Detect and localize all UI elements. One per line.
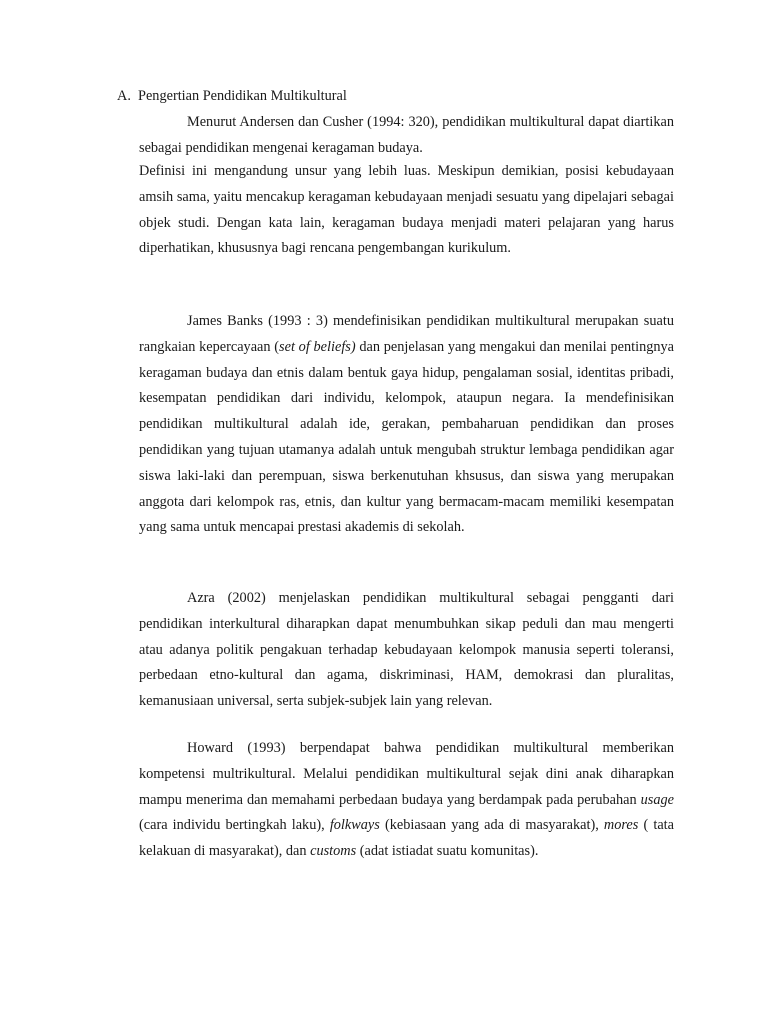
- paragraph-howard: [139, 736, 674, 865]
- howard-term-customs: customs: [310, 843, 357, 860]
- howard-term-usage: usage: [640, 791, 674, 808]
- banks-italic-term: set of beliefs): [279, 338, 356, 355]
- howard-text-1: Howard (1993) berpendapat bahwa pendidikan multikultural memberikan kompetensi multrikultural. Melalui pendidikan multikultural sejak dini anak diharapkan mampu menerima dan memahami perbedaan budaya yang berdampak pada perubahan: [139, 740, 674, 808]
- paragraph-andersen-cusher: Menurut Andersen dan Cusher (1994: 320), pendidikan multikultural dapat diartikan sebagai pendidikan mengenai keragaman budaya.: [139, 114, 674, 156]
- howard-text-5: (adat istiadat suatu komunitas).: [356, 843, 539, 860]
- banks-text-before: James Banks (1993 : 3) mendefinisikan pendidikan multikultural merupakan suatu rangkaian kepercayaan (: [139, 313, 674, 355]
- howard-term-folkways: folkways: [329, 817, 380, 834]
- howard-text-4: ( tata kelakuan di masyarakat), dan: [139, 817, 674, 860]
- section-marker: A.: [117, 88, 131, 104]
- paragraph-definisi: Definisi ini mengandung unsur yang lebih luas. Meskipun demikian, posisi kebudayaan amsih sama, yaitu mencakup keragaman kebudayaan menjadi sesuatu yang dipelajari sebagai objek studi. Dengan kata lain, keragaman budaya menjadi materi pelajaran yang harus diperhatikan, khususnya bagi rencana pengembangan kurikulum.: [139, 163, 674, 257]
- howard-term-mores: mores: [603, 817, 639, 834]
- section-title: Pengertian Pendidikan Multikultural: [138, 88, 347, 104]
- paragraph-azra: Azra (2002) menjelaskan pendidikan multikultural sebagai pengganti dari pendidikan interkultural diharapkan dapat menumbuhkan sikap peduli dan mau mengerti atau adanya politik pengakuan terhadap kebudayaan kelompok manusia seperti toleransi, perbedaan etno-kultural dan agama, diskriminasi, HAM, demokrasi dan pluralitas, kemanusiaan universal, serta subjek-subjek lain yang relevan.: [139, 590, 674, 710]
- section-heading: [117, 86, 347, 106]
- howard-text-3: (kebiasaan yang ada di masyarakat),: [379, 817, 604, 834]
- paragraph-james-banks: [139, 309, 674, 541]
- banks-text-after: dan penjelasan yang mengakui dan menilai pentingnya keragaman budaya dan etnis dalam bentuk gaya hidup, pengalaman sosial, identitas pribadi, kesempatan pendidikan dari individu, kelompok, ataupun negara. Ia mendefinisikan pendidikan multikultural adalah ide, gerakan, pembaharuan pendidikan dan proses pendidikan yang tujuan utamanya adalah untuk mengubah struktur lembaga pendidikan agar siswa laki-laki dan perempuan, siswa berkenutuhan khsusus, dan siswa yang merupakan anggota dari kelompok ras, etnis, dan kultur yang bermacam-macam memiliki kesempatan yang sama untuk mencapai prestasi akademis di sekolah.: [139, 338, 675, 536]
- howard-text-2: (cara individu bertingkah laku),: [139, 817, 330, 834]
